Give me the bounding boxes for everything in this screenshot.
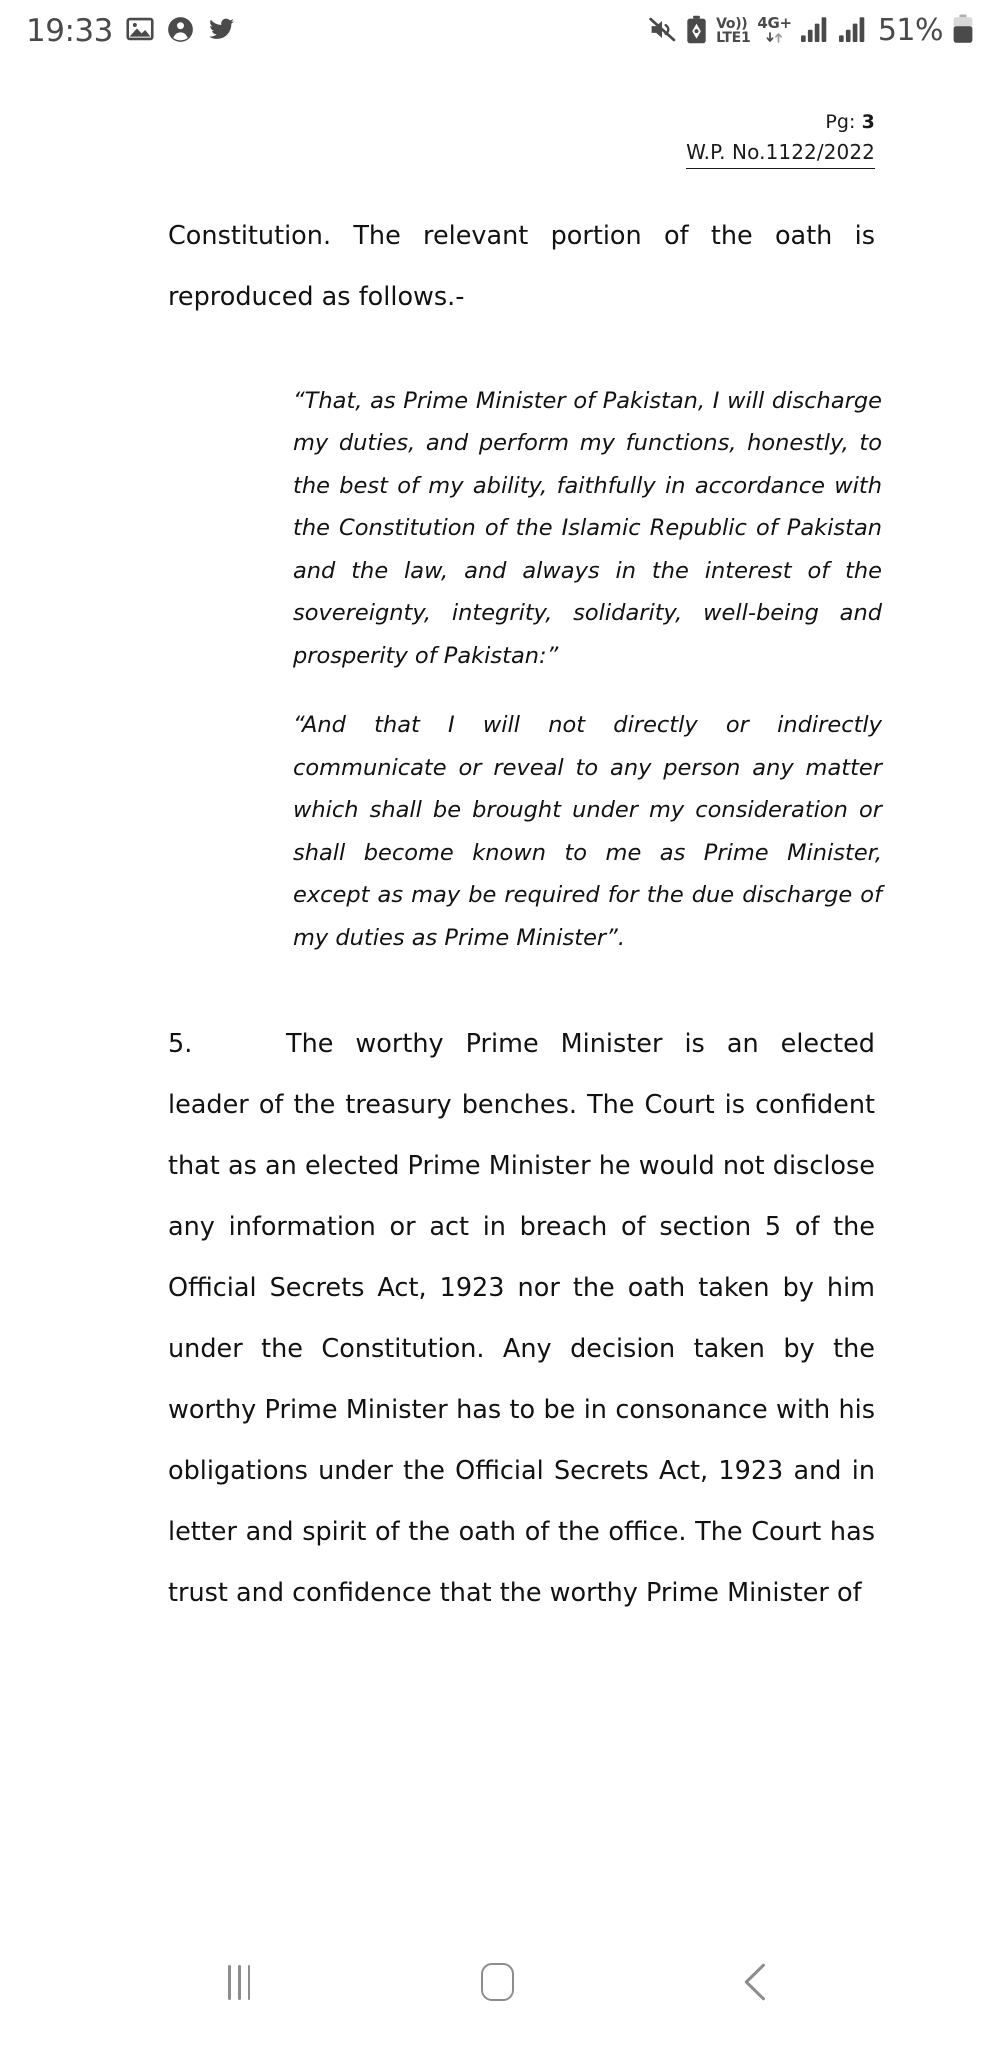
- status-bar[interactable]: [0, 0, 996, 62]
- document-page-view[interactable]: [0, 62, 996, 1917]
- signal-sim2-icon: [838, 16, 868, 47]
- intro-paragraph: Constitution. The relevant portion of the oath is reproduced as follows.-: [168, 220, 875, 312]
- status-bar-clock: 19:33: [26, 12, 113, 49]
- mute-icon: [648, 15, 677, 48]
- battery-percentage-label: 51%: [877, 13, 943, 48]
- page-label-prefix: Pg:: [825, 111, 862, 133]
- oath-quote-part-1: “That, as Prime Minister of Pakistan, I will discharge my duties, and perform my functions, honestly, to the best of my ability, faithfully in accordance with the Constitution of the Islamic Republic of Pakistan and the law, and always in the interest of the sovereignty, integrity, solidarity, well-being and prosperity of Pakistan:”: [293, 387, 882, 669]
- paragraph-five: [168, 1014, 875, 1624]
- status-bar-left-group: [26, 12, 236, 49]
- back-button[interactable]: [712, 1937, 802, 2027]
- twitter-bird-icon: [207, 16, 236, 47]
- network-4g-plus-icon: [757, 16, 791, 46]
- contacts-person-icon: [167, 16, 194, 47]
- battery-saver-icon: [685, 15, 708, 48]
- document-content: [0, 62, 996, 1624]
- recents-button[interactable]: [194, 1937, 284, 2027]
- network-type-label: 4G+: [757, 14, 792, 32]
- document-header: [168, 62, 875, 169]
- oath-quote-part-2: “And that I will not directly or indirectly communicate or reveal to any person any matter which shall be brought under my consideration or shall become known to me as Prime Minister, except as may be required for the due discharge of my duties as Prime Minister”.: [293, 712, 882, 951]
- paragraph-five-number: 5.: [168, 1029, 193, 1059]
- home-button[interactable]: [453, 1937, 543, 2027]
- page-number-line: [168, 108, 875, 137]
- page-number: 3: [861, 111, 875, 133]
- home-icon: [481, 1963, 514, 2001]
- case-number: W.P. No.1122/2022: [686, 137, 875, 169]
- signal-sim1-icon: [800, 16, 830, 47]
- volte-icon: [716, 17, 750, 46]
- back-chevron-icon: [737, 1961, 777, 2003]
- gallery-icon: [126, 15, 154, 47]
- volte-label-line2: LTE1: [716, 30, 751, 46]
- android-navigation-bar: [0, 1917, 996, 2047]
- data-transfer-arrows-icon: [765, 31, 785, 46]
- paragraph-five-text: The worthy Prime Minister is an elected leader of the treasury benches. The Court is confident that as an elected Prime Minister he would not disclose any information or act in breach of section 5 of the Official Secrets Act, 1923 nor the oath taken by him under the Constitution. Any decision taken by the worthy Prime Minister has to be in consonance with his obligations under the Official Secrets Act, 1923 and in letter and spirit of the oath of the office. The Court has trust and confidence that the worthy Prime Minister of: [168, 1029, 875, 1608]
- battery-icon: [952, 14, 974, 48]
- status-bar-right-group: [648, 14, 974, 48]
- recents-icon: [228, 1965, 250, 2000]
- volte-label-line1: Vo)): [716, 15, 748, 32]
